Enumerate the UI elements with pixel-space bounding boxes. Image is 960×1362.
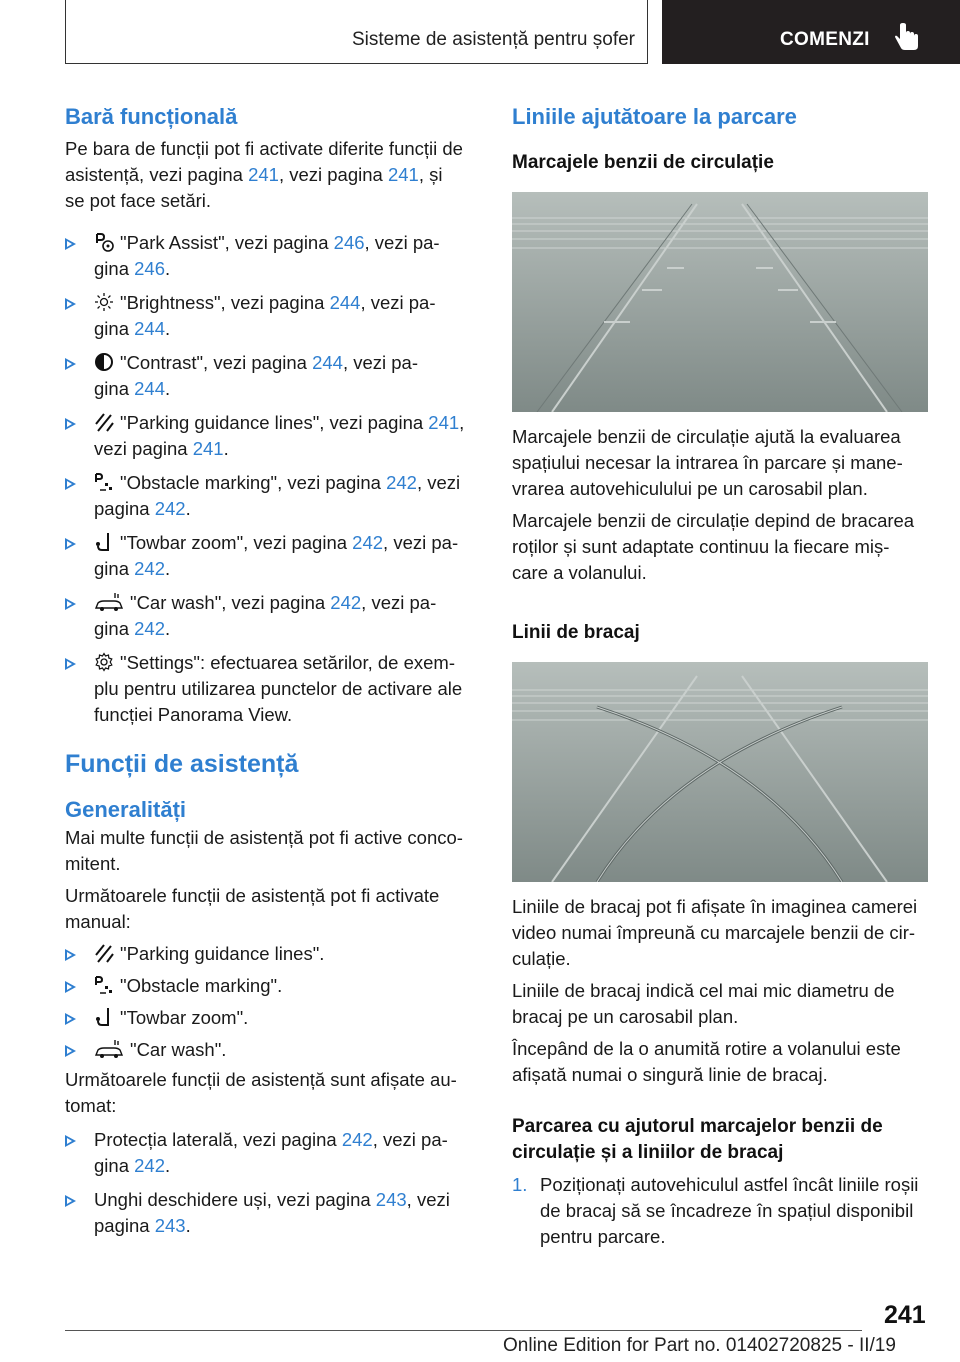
list-item-settings: "Settings": efectuarea setărilor, de exem- plu pentru utilizarea punctelor de activare ale funcției Panorama View. [65,650,483,728]
list-item: Unghi deschidere uși, vezi pagina 243, vezi pagina 243. [65,1187,483,1239]
turning-lines-illustration [512,662,928,882]
lane-markings-heading: Marcajele benzii de circulație [512,152,774,173]
page-link[interactable]: 242 [134,558,165,579]
towbar-icon [94,532,114,552]
lane-paragraph-2: Marcajele benzii de circulație depind de bracarea roților și sunt adaptate continuu la fiecare miș- care a volanului. [512,510,915,583]
turn-paragraph-2: Liniile de bracaj indică cel mai mic diametru de bracaj pe un carosabil plan. [512,980,895,1027]
bullet-triangle-icon [65,238,76,250]
bullet-triangle-icon [65,1135,76,1147]
list-item: "Car wash", vezi pagina 242, vezi pa- gina 242. [65,590,483,642]
right-column [512,104,928,1250]
turning-lines-heading: Linii de bracaj [512,622,640,643]
function-bar-intro: Pe bara de funcții pot fi activate diferite funcții de asistență, vezi pagina 241, vezi pagina 241, și se pot face setări. [65,138,463,211]
list-item: "Obstacle marking". [65,973,483,999]
page-link[interactable]: 243 [154,1215,186,1236]
page-link[interactable]: 242 [341,1129,373,1150]
page-link[interactable]: 246 [134,258,165,279]
bullet-triangle-icon [65,1195,76,1207]
bullet-triangle-icon [65,478,76,490]
lane-markings-image [512,192,928,412]
header-section-box [65,0,648,64]
obstacle-marking-icon [94,472,114,492]
bullet-triangle-icon [65,949,76,961]
hand-pointer-icon [894,22,920,52]
list-item: "Towbar zoom". [65,1005,483,1031]
turning-lines-image [512,662,928,882]
general-heading: Generalități [65,797,187,822]
turn-paragraph-3: Începând de la o anumită rotire a volanului este afișată numai o singură linie de bracaj. [512,1038,901,1085]
brightness-icon [94,292,114,312]
list-item: "Brightness", vezi pagina 244, vezi pa- gina 244. [65,290,483,342]
function-bar-list [65,230,483,728]
footer-divider [65,1330,862,1331]
page-link[interactable]: 244 [134,378,165,399]
list-item: "Car wash". [65,1037,483,1063]
page-link[interactable]: 241 [428,412,460,433]
guidance-lines-heading: Liniile ajutătoare la parcare [512,104,797,129]
step-number: 1. [512,1174,528,1195]
gear-icon [94,652,114,672]
parking-lines-icon [94,412,114,432]
list-item: "Contrast", vezi pagina 244, vezi pa- gina 244. [65,350,483,402]
car-wash-icon [94,1039,124,1059]
manual-functions-list [65,941,483,1063]
page-link[interactable]: 242 [330,592,362,613]
page-link[interactable]: 244 [134,318,165,339]
function-bar-heading: Bară funcțională [65,104,238,129]
step-item: 1. Poziționați autovehiculul astfel încât liniile roșii de bracaj să se încadreze în spațiul disponibil pentru parcare. [512,1174,919,1247]
list-item: "Obstacle marking", vezi pagina 242, vezi pagina 242. [65,470,483,522]
parking-lines-icon [94,943,114,963]
auto-functions-list [65,1127,483,1239]
lane-paragraph-1: Marcajele benzii de circulație ajută la evaluarea spațiului necesar la intrarea în parcare și mane- vrarea autovehiculului pe un carosabil plan. [512,426,903,499]
assist-functions-heading: Funcții de asistență [65,750,299,778]
page-link[interactable]: 244 [312,352,343,373]
page-link[interactable]: 243 [375,1189,407,1210]
list-item: "Park Assist", vezi pagina 246, vezi pa- gina 246. [65,230,483,282]
page-link[interactable]: 241 [387,164,419,185]
page-link[interactable]: 242 [134,618,165,639]
bullet-triangle-icon [65,418,76,430]
left-column [65,104,483,1239]
list-item: Protecția laterală, vezi pagina 242, vezi pa- gina 242. [65,1127,483,1179]
bullet-triangle-icon [65,358,76,370]
bullet-triangle-icon [65,298,76,310]
car-wash-icon [94,592,124,612]
page-link[interactable]: 242 [386,472,417,493]
list-item: "Parking guidance lines", vezi pagina 241, vezi pagina 241. [65,410,483,462]
obstacle-marking-icon [94,975,114,995]
page-link[interactable]: 241 [248,164,279,185]
lane-markings-illustration [512,192,928,412]
bullet-triangle-icon [65,981,76,993]
page-link[interactable]: 242 [352,532,384,553]
section-title: Sisteme de asistență pentru șofer [351,29,635,50]
bullet-triangle-icon [65,538,76,550]
page-number: 241 [884,1301,926,1329]
page-link[interactable]: 241 [192,438,224,459]
page-link[interactable]: 244 [329,292,361,313]
list-item: "Towbar zoom", vezi pagina 242, vezi pa- gina 242. [65,530,483,582]
general-paragraph-1: Mai multe funcții de asistență pot fi active conco- mitent. [65,827,463,874]
bullet-triangle-icon [65,598,76,610]
parking-heading: Parcarea cu ajutorul marcajelor benzii de circulație și a liniilor de bracaj [512,1116,883,1163]
bullet-triangle-icon [65,1045,76,1057]
list-item: "Parking guidance lines". [65,941,483,967]
edition-info: Online Edition for Part no. 01402720825 - II/19 [503,1335,896,1356]
page-link[interactable]: 242 [134,1155,165,1176]
page-link[interactable]: 242 [154,498,186,519]
chapter-tab[interactable] [662,0,960,64]
towbar-icon [94,1007,114,1027]
contrast-icon [94,352,114,372]
park-assist-icon [94,232,114,252]
turn-paragraph-1: Liniile de bracaj pot fi afișate în imaginea camerei video numai împreună cu marcajele benzii de cir- culație. [512,896,918,969]
bullet-triangle-icon [65,658,76,670]
page-link[interactable]: 246 [333,232,365,253]
bullet-triangle-icon [65,1013,76,1025]
chapter-tab-label: COMENZI [780,29,870,50]
auto-paragraph: Următoarele funcții de asistență sunt afișate au- tomat: [65,1069,457,1116]
general-paragraph-2: Următoarele funcții de asistență pot fi activate manual: [65,885,440,932]
